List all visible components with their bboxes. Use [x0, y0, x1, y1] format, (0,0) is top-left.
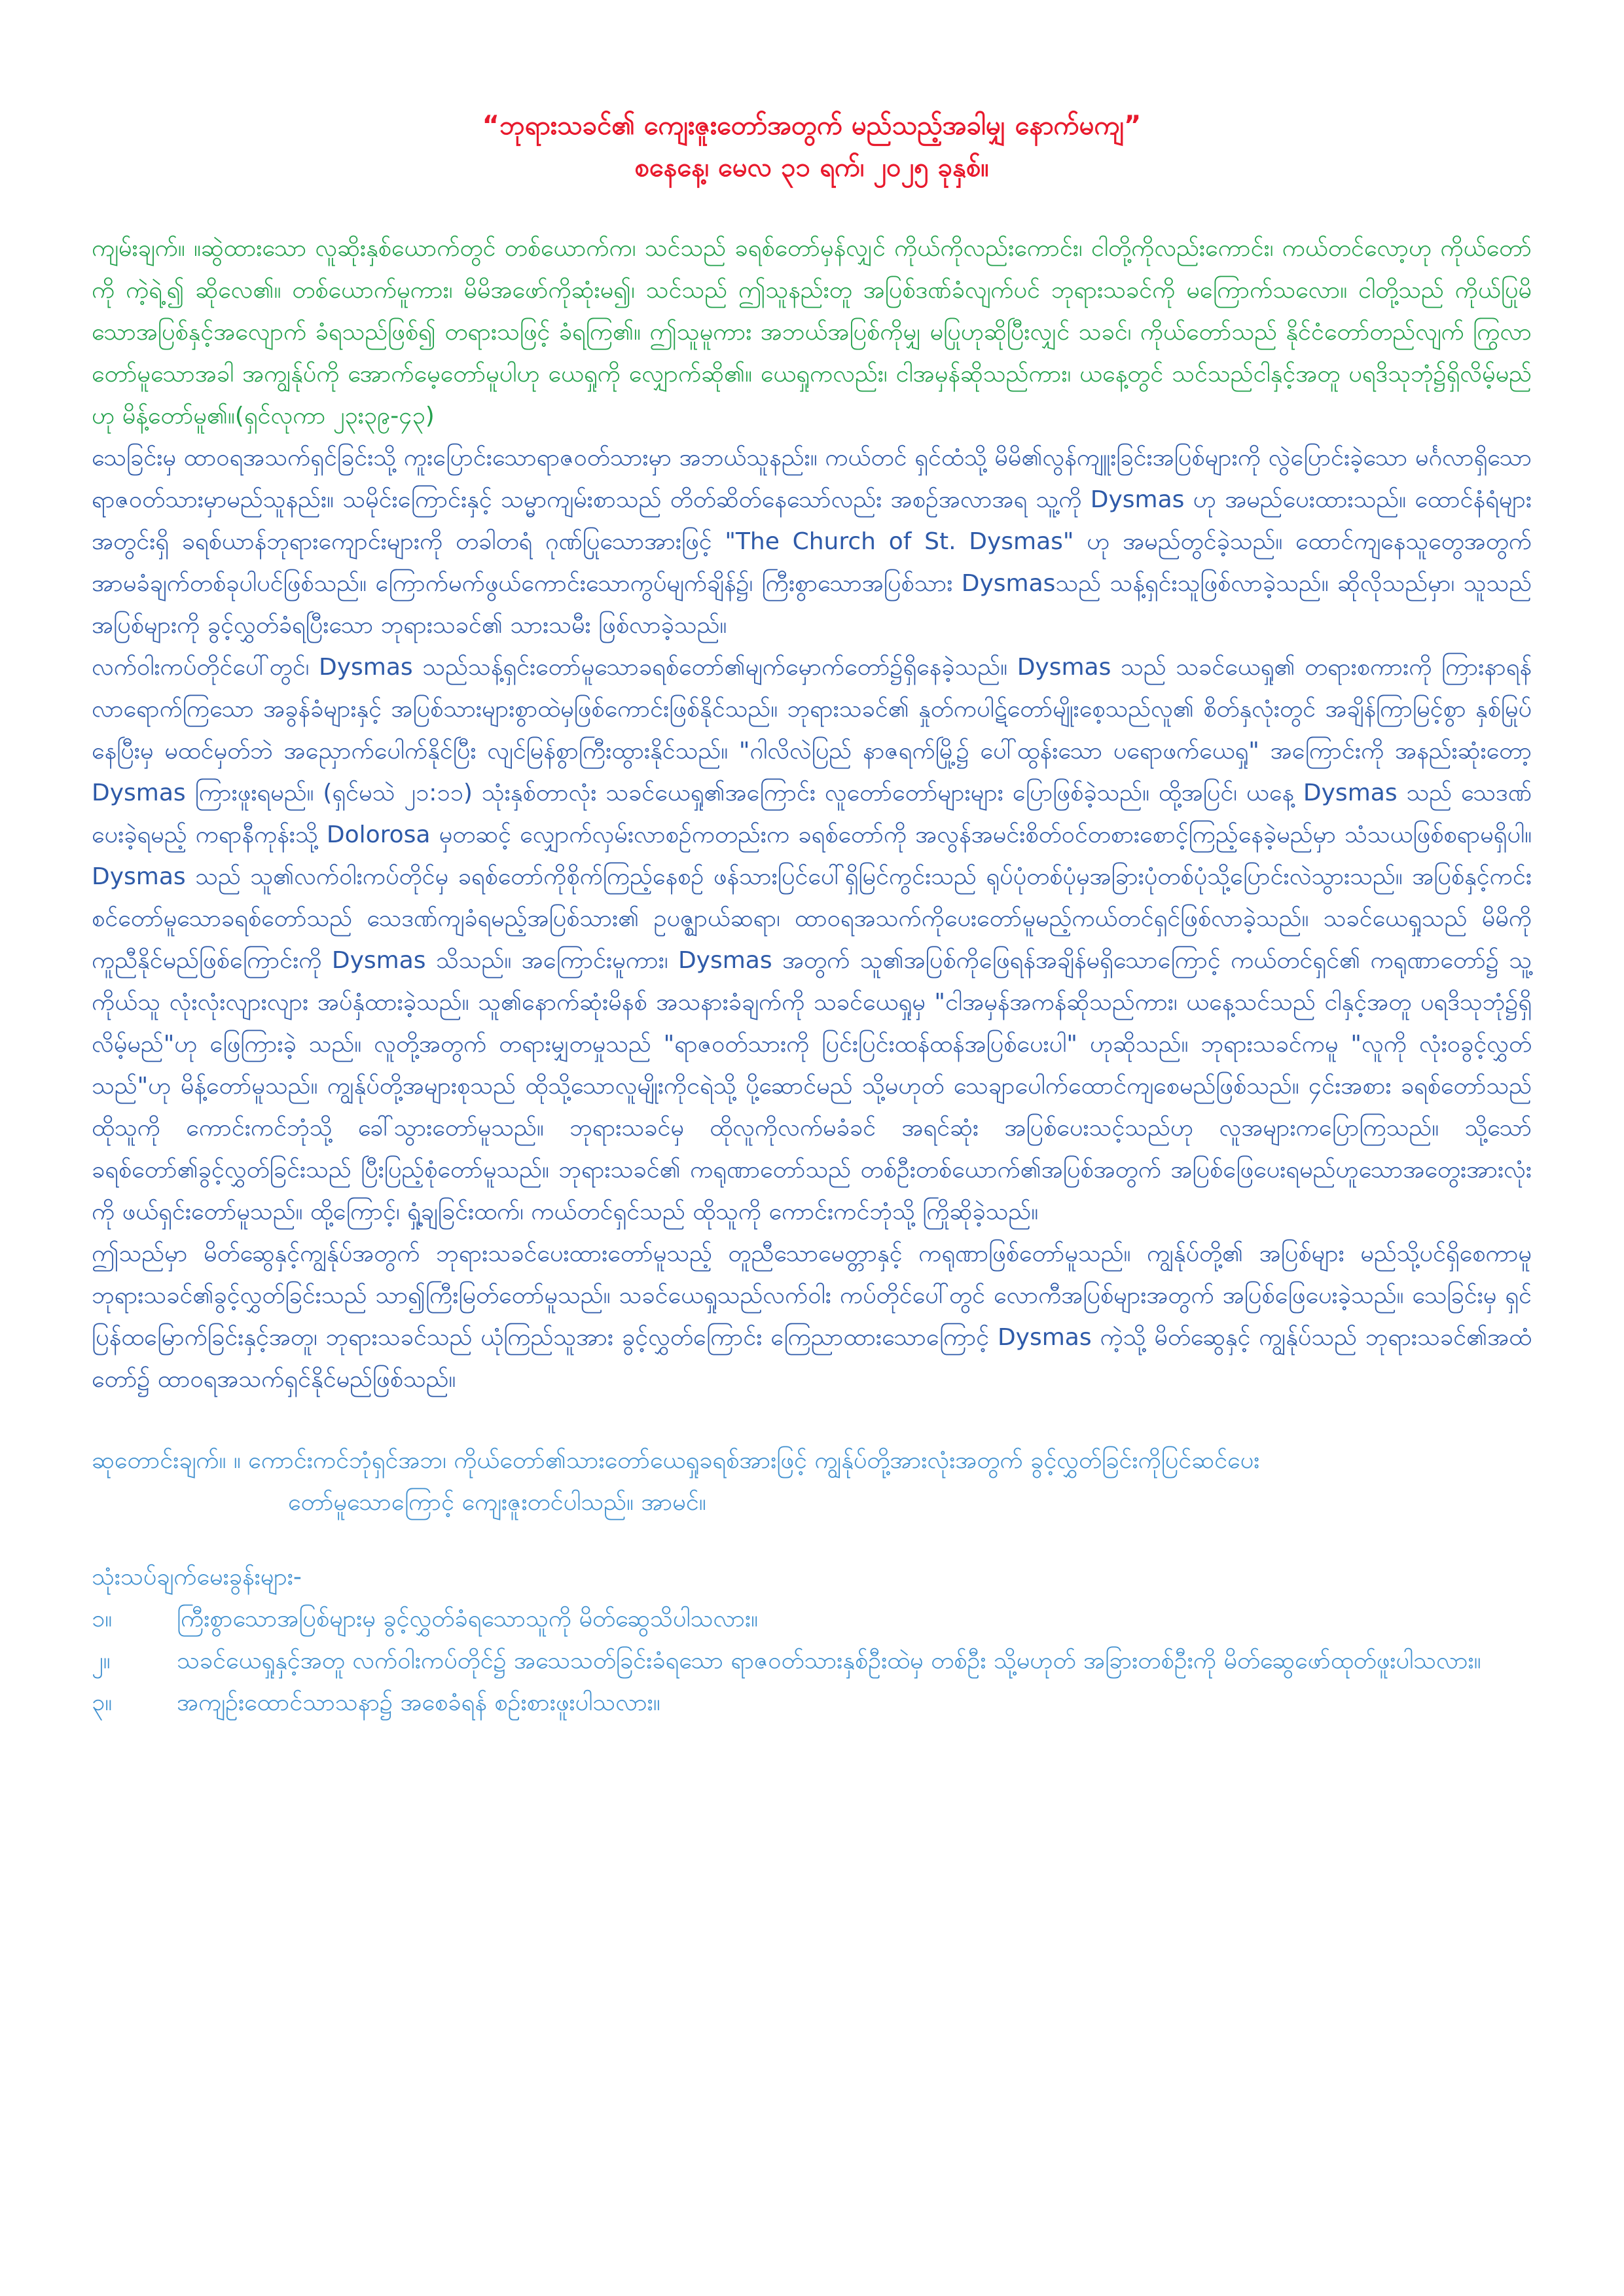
header: [92, 105, 1532, 188]
scripture-passage: ကျမ်းချက်။ ။ဆွဲထားသော လူဆိုးနှစ်ယောက်တွင် တစ်ယောက်က၊ သင်သည် ခရစ်တော်မှန်လျှင် ကိုယ်ကိုလည်းကောင်း၊ ငါတို့ကိုလည်းကောင်း၊ ကယ်တင်လော့ဟု ကိုယ်တော်ကို ကဲ့ရဲ့၍ ဆိုလေ၏။ တစ်ယောက်မူကား၊ မိမိအဖော်ကိုဆုံးမ၍၊ သင်သည် ဤသူနည်းတူ အပြစ်ဒဏ်ခံလျက်ပင် ဘုရားသခင်ကို မကြောက်သလော။ ငါတို့သည် ကိုယ်ပြုမိသောအပြစ်နှင့်အလျောက် ခံရသည်ဖြစ်၍ တရားသဖြင့် ခံရကြ၏။ ဤသူမူကား အဘယ်အပြစ်ကိုမျှ မပြုဟုဆိုပြီးလျှင် သခင်၊ ကိုယ်တော်သည် နိုင်ငံတော်တည်လျက် ကြွလာတော်မူသောအခါ အကျွန်ုပ်ကို အောက်မေ့တော်မူပါဟု ယေရှုကို လျှောက်ဆို၏။ ယေရှုကလည်း၊ ငါအမှန်ဆိုသည်ကား၊ ယနေ့တွင် သင်သည်ငါနှင့်အတူ ပရဒိသုဘုံ၌ရှိလိမ့်မည်ဟု မိန့်တော်မူ၏။(ရှင်လုကာ ၂၃း၃၉-၄၃): [92, 235, 1532, 429]
reflection-questions: [92, 1556, 1532, 1724]
paragraph-1: သေခြင်းမှ ထာဝရအသက်ရှင်ခြင်းသို့ ကူးပြောင်းသောရာဇဝတ်သားမှာ အဘယ်သူနည်း။ ကယ်တင် ရှင်ထံသို့ မိမိ၏လွန်ကျူးခြင်းအပြစ်များကို လွဲပြောင်းခဲ့သော မင်္ဂလာရှိသော ရာဇဝတ်သားမှာမည်သူနည်း။ သမိုင်းကြောင်းနှင့် သမ္မာကျမ်းစာသည် တိတ်ဆိတ်နေသော်လည်း အစဉ်အလာအရ သူ့ကို Dysmas ဟု အမည်ပေးထားသည်။ ထောင်နံရံများအတွင်းရှိ ခရစ်ယာန်ဘုရားကျောင်းများကို တခါတရံ ဂုဏ်ပြုသောအားဖြင့် "The Church of St. Dysmas" ဟု အမည်တွင်ခဲ့သည်။ ထောင်ကျနေသူတွေအတွက် အာမခံချက်တစ်ခုပါပင်ဖြစ်သည်။ ကြောက်မက်ဖွယ်ကောင်းသောကွပ်မျက်ချိန်၌၊ ကြီးစွာသောအပြစ်သား Dysmasသည် သန့်ရှင်းသူဖြစ်လာခဲ့သည်။ ဆိုလိုသည်မှာ၊ သူသည်အပြစ်များကို ခွင့်လွှတ်ခံရပြီးသော ဘုရားသခင်၏ သားသမီး ဖြစ်လာခဲ့သည်။: [92, 444, 1532, 639]
prayer-line-1: ဆုတောင်းချက်။ ။ ကောင်းကင်ဘုံရှင်အဘ၊ ကိုယ်တော်၏သားတော်ယေရှုခရစ်အားဖြင့် ကျွန်ုပ်တို့အားလုံးအတွက် ခွင့်လွှတ်ခြင်းကိုပြင်ဆင်ပေး: [92, 1447, 1260, 1474]
question-text: အကျဉ်းထောင်သာသနာ၌ အစေခံရန် စဉ်းစားဖူးပါသလား။: [177, 1689, 660, 1716]
question-number: ၁။: [92, 1605, 113, 1632]
question-text: ကြီးစွာသောအပြစ်များမှ ခွင့်လွှတ်ခံရသောသူကို မိတ်ဆွေသိပါသလား။: [177, 1605, 758, 1632]
date-line: စနေနေ့၊ မေလ ၃၁ ရက်၊ ၂၀၂၅ ခုနှစ်။: [634, 152, 989, 183]
question-text: သခင်ယေရှုနှင့်အတူ လက်ဝါးကပ်တိုင်၌ အသေသတ်ခြင်းခံရသော ရာဇဝတ်သားနှစ်ဦးထဲမှ တစ်ဦး သို့မဟုတ် အခြားတစ်ဦးကို မိတ်ဆွေဖော်ထုတ်ဖူးပါသလား။: [177, 1647, 1481, 1674]
document-page: [92, 98, 1532, 2206]
page-title: “ဘုရားသခင်၏ ကျေးဇူးတော်အတွက် မည်သည့်အခါမျှ နောက်မကျ”: [482, 111, 1142, 141]
question-item: [92, 1640, 1532, 1682]
prayer-section: [92, 1440, 1532, 1524]
paragraph-3: ဤသည်မှာ မိတ်ဆွေနှင့်ကျွန်ုပ်အတွက် ဘုရားသခင်ပေးထားတော်မူသည့် တူညီသောမေတ္တာနှင့် ကရုဏာဖြစ်တော်မူသည်။ ကျွန်ုပ်တို့၏ အပြစ်များ မည်သို့ပင်ရှိစေကာမူ ဘုရားသခင်၏ခွင့်လွှတ်ခြင်းသည် သာ၍ကြီးမြတ်တော်မူသည်။ သခင်ယေရှုသည်လက်ဝါး ကပ်တိုင်ပေါ်တွင် လောကီအပြစ်များအတွက် အပြစ်ဖြေပေးခဲ့သည်။ သေခြင်းမှ ရှင်ပြန်ထမြောက်ခြင်းနှင့်အတူ၊ ဘုရားသခင်သည် ယုံကြည်သူအား ခွင့်လွှတ်ကြောင်း ကြေညာထားသောကြောင့် Dysmas ကဲ့သို့ မိတ်ဆွေနှင့် ကျွန်ုပ်သည် ဘုရားသခင်၏အထံတော်၌ ထာဝရအသက်ရှင်နိုင်မည်ဖြစ်သည်။: [92, 1240, 1532, 1393]
question-item: [92, 1598, 1532, 1640]
paragraph-2: လက်ဝါးကပ်တိုင်ပေါ်တွင်၊ Dysmas သည်သန့်ရှင်းတော်မူသောခရစ်တော်၏မျက်မှောက်တော်၌ရှိနေခဲ့သည်။ Dysmas သည် သခင်ယေရှု၏ တရားစကားကို ကြားနာရန်လာရောက်ကြသော အခွန်ခံများနှင့် အပြစ်သားများစွာထဲမှဖြစ်ကောင်းဖြစ်နိုင်သည်။ ဘုရားသခင်၏ နှုတ်ကပါဋ်တော်မျိုးစေ့သည်လူ၏ စိတ်နှလုံးတွင် အချိန်ကြာမြင့်စွာ နှစ်မြုပ်နေပြီးမှ မထင်မှတ်ဘဲ အညှောက်ပေါက်နိုင်ပြီး လျင်မြန်စွာကြီးထွားနိုင်သည်။ "ဂါလိလဲပြည် နာဇရက်မြို့၌ ပေါ်ထွန်းသော ပရောဖက်ယေရှု" အကြောင်းကို အနည်းဆုံးတော့ Dysmas ကြားဖူးရမည်။ (ရှင်မသဲ ၂၁:၁၁) သုံးနှစ်တာလုံး သခင်ယေရှု၏အကြောင်း လူတော်တော်များများ ပြောဖြစ်ခဲ့သည်။ ထို့အပြင်၊ ယနေ့ Dysmas သည် သေဒဏ်ပေးခဲ့ရမည့် ကရာနီကုန်းသို့ Dolorosa မှတဆင့် လျှောက်လှမ်းလာစဉ်ကတည်းက ခရစ်တော်ကို အလွန်အမင်းစိတ်ဝင်တစားစောင့်ကြည့်နေခဲ့မည်မှာ သံသယဖြစ်စရာမရှိပါ။ Dysmas သည် သူ၏လက်ဝါးကပ်တိုင်မှ ခရစ်တော်ကိုစိုက်ကြည့်နေစဉ် ဖန်သားပြင်ပေါ်ရှိမြင်ကွင်းသည် ရုပ်ပုံတစ်ပုံမှအခြားပုံတစ်ပုံသို့ပြောင်းလဲသွားသည်။ အပြစ်နှင့်ကင်းစင်တော်မူသောခရစ်တော်သည် သေဒဏ်ကျခံရမည့်အပြစ်သား၏ ဥပဇ္ဈာယ်ဆရာ၊ ထာဝရအသက်ကိုပေးတော်မူမည့်ကယ်တင်ရှင်ဖြစ်လာခဲ့သည်။ သခင်ယေရှုသည် မိမိကိုကူညီနိုင်မည်ဖြစ်ကြောင်းကို Dysmas သိသည်။ အကြောင်းမူကား၊ Dysmas အတွက် သူ၏အပြစ်ကိုဖြေရန်အချိန်မရှိသောကြောင့် ကယ်တင်ရှင်၏ ကရုဏာတော်၌ သူ့ကိုယ်သူ လုံးလုံးလျားလျား အပ်နှံထားခဲ့သည်။ သူ၏နောက်ဆုံးမိနစ် အသနားခံချက်ကို သခင်ယေရှုမှ "ငါအမှန်အကန်ဆိုသည်ကား၊ ယနေ့သင်သည် ငါနှင့်အတူ ပရဒိသုဘုံ၌ရှိလိမ့်မည်"ဟု ဖြေကြားခဲ့ သည်။ လူတို့အတွက် တရားမျှတမှုသည် "ရာဇဝတ်သားကို ပြင်းပြင်းထန်ထန်အပြစ်ပေးပါ" ဟုဆိုသည်။ ဘုရားသခင်ကမူ "လူကို လုံးဝခွင့်လွှတ်သည်"ဟု မိန့်တော်မူသည်။ ကျွန်ုပ်တို့အများစုသည် ထိုသို့သောလူမျိုးကိုငရဲသို့ ပို့ဆောင်မည် သို့မဟုတ် သေချာပေါက်ထောင်ကျစေမည်ဖြစ်သည်။ ၄င်းအစား ခရစ်တော်သည် ထိုသူကို ကောင်းကင်ဘုံသို့ ခေါ်သွားတော်မူသည်။ ဘုရားသခင်မှ ထိုလူကိုလက်မခံခင် အရင်ဆုံး အပြစ်ပေးသင့်သည်ဟု လူအများကပြောကြသည်။ သို့သော် ခရစ်တော်၏ခွင့်လွှတ်ခြင်းသည် ပြီးပြည့်စုံတော်မူသည်။ ဘုရားသခင်၏ ကရုဏာတော်သည် တစ်ဦးတစ်ယောက်၏အပြစ်အတွက် အပြစ်ဖြေပေးရမည်ဟူသောအတွေးအားလုံးကို ဖယ်ရှင်းတော်မူသည်။ ထို့ကြောင့်၊ ရှုံ့ချခြင်းထက်၊ ကယ်တင်ရှင်သည် ထိုသူကို ကောင်းကင်ဘုံသို့ ကြိုဆိုခဲ့သည်။: [92, 654, 1532, 1225]
question-item: [92, 1682, 1532, 1724]
question-number: ၃။: [92, 1689, 113, 1716]
question-number: ၂။: [92, 1647, 111, 1674]
body-section: [92, 437, 1532, 1401]
questions-heading: သုံးသပ်ချက်မေးခွန်းများ-: [92, 1564, 302, 1590]
prayer-line-2: တော်မူသောကြောင့် ကျေးဇူးတင်ပါသည်။ အာမင်။: [288, 1489, 706, 1516]
